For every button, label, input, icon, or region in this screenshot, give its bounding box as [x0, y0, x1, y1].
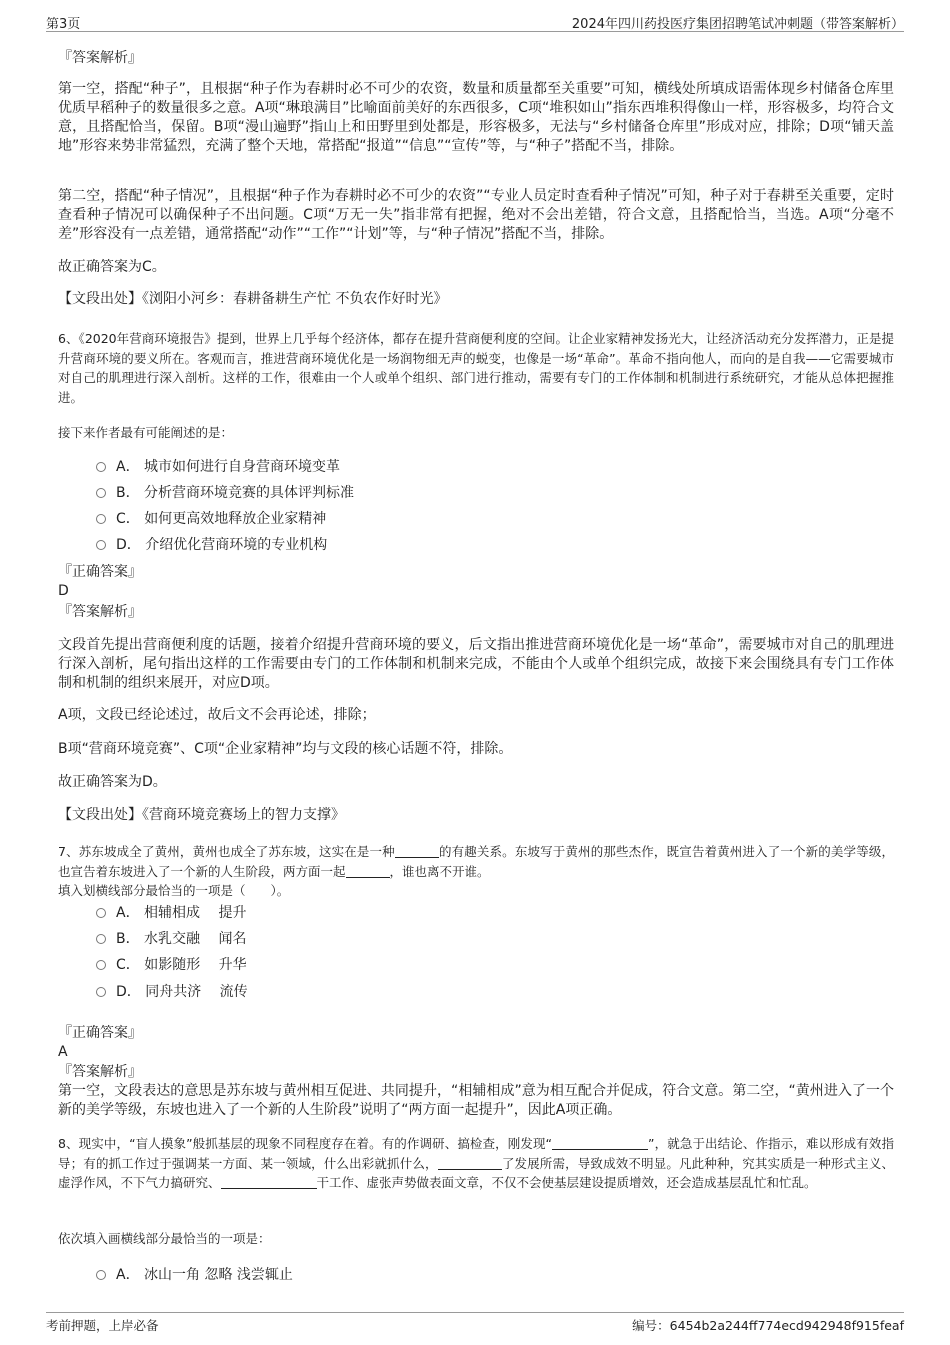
radio-icon[interactable]: [96, 540, 106, 550]
q6-analysis-label: 『答案解析』: [58, 604, 142, 620]
document-id: 编号：6454b2a244ff774ecd942948f915feaf: [632, 1318, 904, 1333]
radio-icon[interactable]: [96, 488, 106, 498]
q7-question: 填入划横线部分最恰当的一项是（ ）。: [58, 883, 290, 898]
q8-question: 依次填入画横线部分最恰当的一项是：: [58, 1231, 271, 1246]
q6-question: 接下来作者最有可能阐述的是：: [58, 425, 234, 440]
q5-conclusion: 故正确答案为C。: [58, 259, 166, 275]
q6-answer-label: 『正确答案』: [58, 564, 142, 580]
q6-conclusion: 故正确答案为D。: [58, 774, 167, 790]
radio-icon[interactable]: [96, 987, 106, 997]
q5-source: 【文段出处】《浏阳小河乡：春耕备耕生产忙 不负农作好时光》: [58, 291, 448, 307]
q6-option-d[interactable]: D． 介绍优化营商环境的专业机构: [96, 535, 327, 555]
q7-answer-label: 『正确答案』: [58, 1025, 142, 1041]
radio-icon[interactable]: [96, 1270, 106, 1280]
q7-option-a[interactable]: A． 相辅相成 提升: [96, 903, 246, 923]
q7-analysis-label: 『答案解析』: [58, 1064, 142, 1080]
q6-source: 【文段出处】《营商环境竞赛场上的智力支撑》: [58, 807, 345, 823]
q5-analysis-paragraph-2: 第二空，搭配“种子情况”，且根据“种子作为春耕时必不可少的农资”“专业人员定时查看种子情况”可知，种子对于春耕至关重要，定时查看种子情况可以确保种子不出问题。C项“万无一失”指非常有把握，绝对不会出差错，符合文意，且搭配恰当，当选。A项“分毫不差”形容没有一点差错，通常搭配“动作”“工作”“计划”等，与“种子情况”搭配不当，排除。: [58, 188, 894, 242]
q7-option-c[interactable]: C． 如影随形 升华: [96, 955, 247, 975]
document-title: 2024年四川药投医疗集团招聘笔试冲刺题（带答案解析）: [571, 17, 904, 32]
radio-icon[interactable]: [96, 908, 106, 918]
fill-blank-2: [438, 1156, 502, 1170]
q5-analysis-paragraph-1: 第一空，搭配“种子”，且根据“种子作为春耕时必不可少的农资，数量和质量都至关重要”可知，横线处所填成语需体现乡村储备仓库里优质早稻种子的数量很多之意。A项“琳琅满目”比喻面前美好的东西很多，C项“堆积如山”指东西堆积得像山一样，形容极多，均符合文意，且搭配恰当，保留。B项“漫山遍野”指山上和田野里到处都是，形容极多，无法与“乡村储备仓库里”形成对应，排除；D项“铺天盖地”形容来势非常猛烈，充满了整个天地，常搭配“报道”“信息”“宣传”等，与“种子”搭配不当，排除。: [58, 81, 894, 154]
fill-blank-3: [221, 1175, 317, 1189]
radio-icon[interactable]: [96, 960, 106, 970]
q5-analysis-label: 『答案解析』: [58, 50, 142, 66]
page-number: 第3页: [46, 17, 81, 32]
q6-analysis-paragraph-3: B项“营商环境竞赛”、C项“企业家精神”均与文段的核心话题不符，排除。: [58, 741, 513, 757]
q8-stem: 8、现实中，“盲人摸象”般抓基层的现象不同程度存在着。有的作调研、搞检查，刚发现“ ”，就急于出结论、作指示，难以形成有效指导；有的抓工作过于强调某一方面、某一领域，什么出彩就抓什么， 了发展所需，导致成效不明显。凡此种种，究其实质是一种形式主义、虚浮作风，不下气力搞研究、 干工作、虚张声势做表面文章，不仅不会使基层建设提质增效，还会造成基层乱忙和忙乱。: [58, 1136, 894, 1190]
radio-icon[interactable]: [96, 934, 106, 944]
fill-blank-2: [346, 864, 390, 878]
q7-option-b[interactable]: B． 水乳交融 闻名: [96, 929, 247, 949]
page-footer: [46, 1312, 904, 1335]
page-header: [46, 13, 904, 32]
footer-slogan: 考前押题，上岸必备: [46, 1318, 159, 1333]
q7-answer: A: [58, 1044, 68, 1060]
q6-option-a[interactable]: A． 城市如何进行自身营商环境变革: [96, 457, 340, 477]
q6-answer: D: [58, 583, 69, 599]
q6-stem: 6、《2020年营商环境报告》提到，世界上几乎每个经济体，都存在提升营商便利度的空间。让企业家精神发扬光大，让经济活动充分发挥潜力，正是提升营商环境的要义所在。客观而言，推进营商环境优化是一场润物细无声的蜕变，也像是一场“革命”。革命不指向他人，而向的是自我——它需要城市对自己的肌理进行深入剖析。这样的工作，很难由一个人或单个组织、部门进行推动，需要有专门的工作体制和机制进行系统研究，才能从总体把握推进。: [58, 331, 894, 405]
q7-stem: 7、苏东坡成全了黄州，黄州也成全了苏东坡，这实在是一种 的有趣关系。东坡写于黄州的那些杰作，既宣告着黄州进入了一个新的美学等级，也宣告着东坡进入了一个新的人生阶段，两方面一起 ，谁也离不开谁。: [58, 844, 894, 879]
q7-analysis: 第一空，文段表达的意思是苏东坡与黄州相互促进、共同提升，“相辅相成”意为相互配合并促成，符合文意。第二空，“黄州进入了一个新的美学等级，东坡也进入了一个新的人生阶段”说明了“两方面一起提升”，因此A项正确。: [58, 1083, 894, 1118]
fill-blank-1: [552, 1136, 648, 1150]
fill-blank-1: [395, 844, 439, 858]
q6-analysis-paragraph-1: 文段首先提出营商便利度的话题，接着介绍提升营商环境的要义，后文指出推进营商环境优化是一场“革命”，需要城市对自己的肌理进行深入剖析，尾句指出这样的工作需要由专门的工作体制和机制来完成，不能由个人或单个组织完成，故接下来会围绕具有专门工作体制和机制的组织来展开，对应D项。: [58, 637, 894, 691]
q6-option-b[interactable]: B． 分析营商环境竞赛的具体评判标准: [96, 483, 354, 503]
radio-icon[interactable]: [96, 462, 106, 472]
q6-analysis-paragraph-2: A项，文段已经论述过，故后文不会再论述，排除；: [58, 707, 376, 723]
radio-icon[interactable]: [96, 514, 106, 524]
q7-option-d[interactable]: D． 同舟共济 流传: [96, 982, 248, 1002]
q8-option-a[interactable]: A． 冰山一角 忽略 浅尝辄止: [96, 1265, 293, 1285]
q6-option-c[interactable]: C． 如何更高效地释放企业家精神: [96, 509, 326, 529]
